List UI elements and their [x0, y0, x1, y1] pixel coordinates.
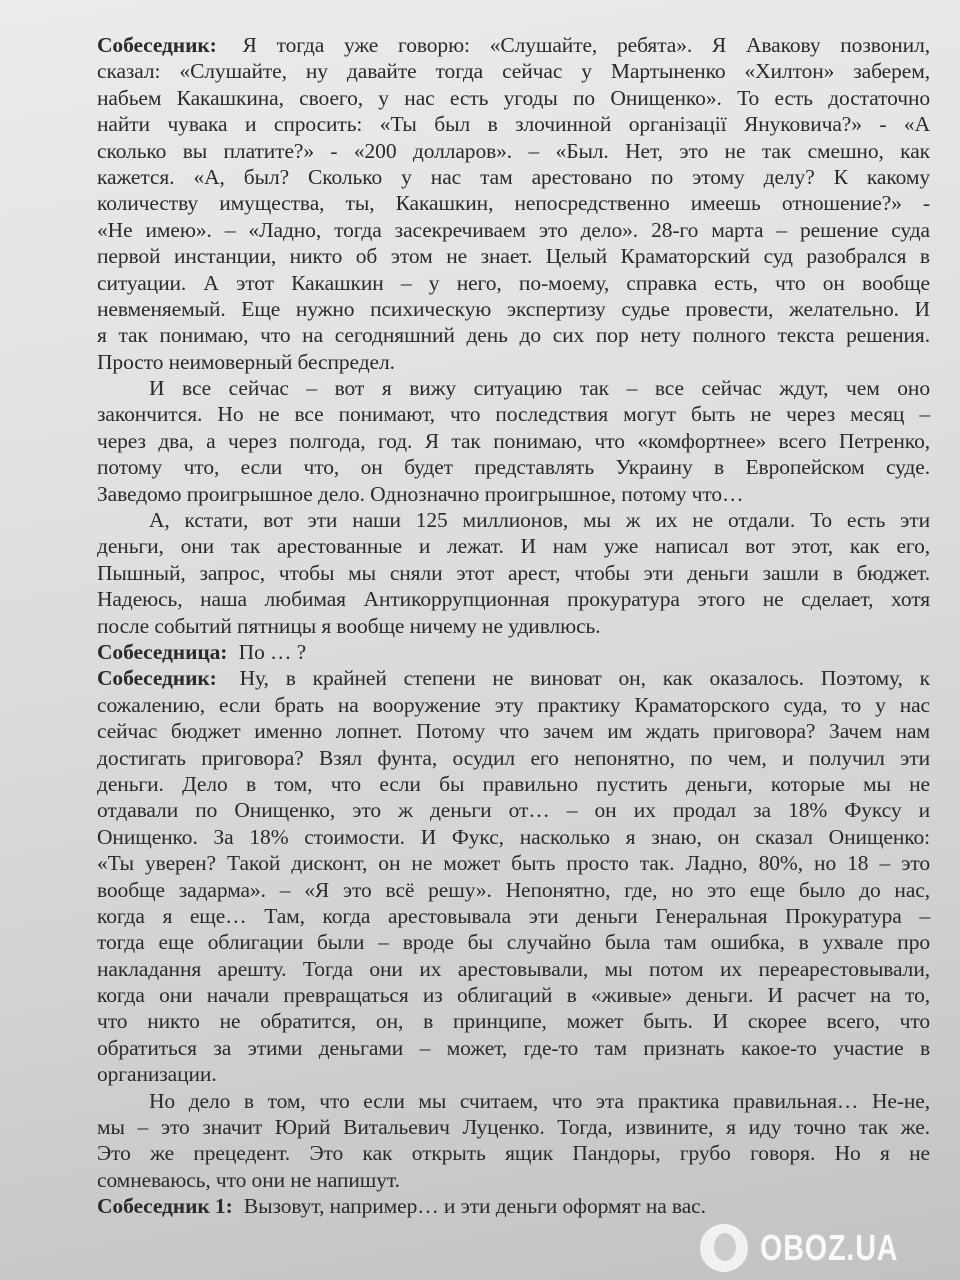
- text-line: [97, 613, 930, 639]
- text-line: [97, 138, 930, 164]
- line-text: набьем Какашкина, своего, у нас есть угоды по Онищенко». То есть достаточно: [97, 85, 930, 110]
- line-text: достигать приговора? Взял фунта, осудил его непонятно, по чем, и получил эти: [97, 745, 930, 770]
- line-text: А, кстати, вот эти наши 125 миллионов, мы ж их не отдали. То есть эти: [149, 508, 930, 533]
- speaker-label: Собеседник:: [97, 33, 217, 57]
- text-line: [97, 877, 930, 903]
- text-line: [97, 32, 930, 58]
- text-line: [97, 401, 930, 427]
- line-text: вообще задарма». – «Я это всё решу». Непонятно, где, но это еще было до нас,: [97, 877, 930, 902]
- line-text: накладання арешту. Тогда они их арестовывали, мы потом их переарестовывали,: [97, 956, 930, 981]
- line-text: деньги. Дело в том, что если бы правильно пустить деньги, которые мы не: [97, 771, 930, 796]
- line-text: сказал: «Слушайте, ну давайте тогда сейчас у Мартыненко «Хилтон» заберем,: [97, 59, 930, 84]
- text-line: [97, 111, 930, 137]
- line-text: обратиться за этими деньгами – может, где-то там признать какое-то участие в: [97, 1035, 930, 1060]
- text-line: [97, 982, 930, 1008]
- text-line: [97, 481, 930, 507]
- line-text: невменяемый. Еще нужно психическую экспертизу судье провести, желательно. И: [97, 296, 930, 321]
- line-text: Пышный, запрос, чтобы мы сняли этот арест, чтобы эти деньги зашли в бюджет.: [97, 560, 930, 585]
- text-line: [97, 586, 930, 612]
- line-text: отдавали по Онищенко, это ж деньги от… – он их продал за 18% Фуксу и: [97, 798, 930, 823]
- line-text: Заведомо проигрышное дело. Однозначно проигрышное, потому что…: [97, 481, 744, 506]
- text-line: [97, 1140, 930, 1166]
- text-line: [97, 507, 930, 533]
- line-text: ситуации. А этот Какашкин – у него, по-моему, справка есть, что он вообще: [97, 270, 930, 295]
- text-line: [97, 1114, 930, 1140]
- line-text: первой инстанции, никто об этом не знает. Целый Краматорский суд разобрался в: [97, 244, 930, 269]
- text-line: [97, 454, 930, 480]
- text-line: [97, 824, 930, 850]
- text-line: [97, 85, 930, 111]
- line-text: «Не имею». – «Ладно, тогда засекречиваем это дело». 28-го марта – решение суда: [97, 217, 930, 242]
- line-text: Вызовут, например… и эти деньги оформят на вас.: [238, 1194, 706, 1219]
- line-text: Я тогда уже говорю: «Слушайте, ребята». Я Авакову позвонил,: [222, 33, 930, 57]
- text-line: [97, 929, 930, 955]
- line-text: кажется. «А, был? Сколько у нас там арестовано по этому делу? К какому: [97, 164, 930, 189]
- text-line: [97, 375, 930, 401]
- text-line: [97, 428, 930, 454]
- text-line: [97, 745, 930, 771]
- line-text: сколько вы платите?» - «200 долларов». – «Был. Нет, это не так смешно, как: [97, 138, 930, 163]
- line-text: Ну, в крайней степени не виноват он, как оказалось. Поэтому, к: [222, 666, 930, 691]
- text-line: [97, 190, 930, 216]
- text-line: [97, 771, 930, 797]
- text-line: [97, 1035, 930, 1061]
- line-text: По … ?: [233, 639, 307, 664]
- speaker-label: Собеседница:: [97, 639, 228, 664]
- line-text: что никто не обратится, он, в принципе, может быть. И скорее всего, что: [97, 1009, 930, 1034]
- text-line: [97, 1088, 930, 1114]
- text-line: [97, 243, 930, 269]
- line-text: организации.: [97, 1062, 217, 1087]
- text-line: [97, 903, 930, 929]
- oboz-logo-icon: [700, 1224, 748, 1272]
- text-line: [97, 639, 930, 665]
- line-text: тогда еще облигации были – вроде бы случайно была там ошибка, в ухвале про: [97, 930, 930, 955]
- line-text: мы – это значит Юрий Витальевич Луценко. Тогда, извините, я иду точно так же.: [97, 1115, 930, 1140]
- speaker-label: Собеседник 1:: [97, 1194, 233, 1219]
- text-line: [97, 164, 930, 190]
- text-line: [97, 718, 930, 744]
- line-text: количеству имущества, ты, Какашкин, непосредственно имеешь отношение?» -: [97, 191, 930, 216]
- text-line: [97, 533, 930, 559]
- text-line: [97, 217, 930, 243]
- line-text: И все сейчас – вот я вижу ситуацию так – все сейчас ждут, чем оно: [149, 376, 930, 401]
- text-line: [97, 349, 930, 375]
- line-text: сожалению, если брать на вооружение эту практику Краматорского суда, то у нас: [97, 692, 930, 717]
- line-text: когда я еще… Там, когда арестовывала эти деньги Генеральная Прокуратура –: [97, 903, 930, 928]
- line-text: я так понимаю, что на сегодняшний день до сих пор нету полного текста решения.: [97, 323, 930, 348]
- line-text: сейчас бюджет именно лопнет. Потому что зачем им ждать приговора? Зачем нам: [97, 719, 930, 744]
- text-line: [97, 692, 930, 718]
- text-line: [97, 1008, 930, 1034]
- text-line: [97, 560, 930, 586]
- text-line: [97, 665, 930, 691]
- line-text: сомневаюсь, что они не напишут.: [97, 1167, 400, 1192]
- line-text: Онищенко. За 18% стоимости. И Фукс, насколько я знаю, он сказал Онищенко:: [97, 824, 930, 849]
- transcript-page: [97, 32, 930, 1220]
- text-line: [97, 956, 930, 982]
- line-text: через два, а через полгода, год. Я так понимаю, что «комфортнее» всего Петренко,: [97, 428, 930, 453]
- line-text: Но дело в том, что если мы считаем, что эта практика правильная… Не-не,: [149, 1088, 930, 1113]
- text-line: [97, 296, 930, 322]
- text-line: [97, 1193, 930, 1219]
- watermark: [700, 1224, 933, 1272]
- speaker-label: Собеседник:: [97, 666, 217, 691]
- text-line: [97, 270, 930, 296]
- text-line: [97, 58, 930, 84]
- watermark-text: OBOZ.UA: [760, 1227, 899, 1268]
- text-line: [97, 322, 930, 348]
- text-line: [97, 1061, 930, 1087]
- line-text: Надеюсь, наша любимая Антикоррупционная прокуратура этого не сделает, хотя: [97, 587, 930, 612]
- line-text: «Ты уверен? Такой дисконт, он не может быть просто так. Ладно, 80%, но 18 – это: [97, 851, 930, 876]
- line-text: деньги, они так арестованные и лежат. И нам уже написал вот этот, как его,: [97, 534, 930, 559]
- line-text: закончится. Но не все понимают, что последствия могут быть не через месяц –: [97, 402, 930, 427]
- text-line: [97, 850, 930, 876]
- line-text: потому что, если что, он будет представлять Украину в Европейском суде.: [97, 455, 930, 480]
- text-line: [97, 1167, 930, 1193]
- line-text: когда они начали превращаться из облигаций в «живые» деньги. И расчет на то,: [97, 983, 930, 1008]
- line-text: Просто неимоверный беспредел.: [97, 349, 395, 374]
- line-text: Это же прецедент. Это как открыть ящик Пандоры, грубо говоря. Но я не: [97, 1141, 930, 1166]
- line-text: после событий пятницы я вообще ничему не удивлюсь.: [97, 613, 601, 638]
- text-line: [97, 797, 930, 823]
- line-text: найти чувака и спросить: «Ты был в злочинной організації Януковича?» - «А: [97, 112, 930, 137]
